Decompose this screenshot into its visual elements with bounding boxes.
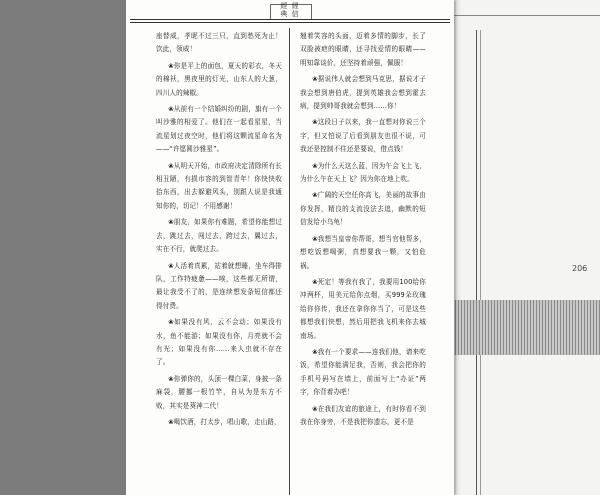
adjacent-page-number: 206 [572,264,588,273]
paragraph: ❀从明天开始，市政府决定清除所有长相丑陋，有损市容的到智青年！你快快收拾东西，出去躲避风头，别跟人说是我通知你的，切记！不用感谢！ [156,161,282,210]
paragraph: ❀如果没有风，云不会动；如果没有水，鱼不能游；如果没有你，月亮就不会有光；如果没有你……来人虫就不存在了。 [156,318,282,367]
paragraph: ❀我有一个要求——连我们他，请来吃饭，希望你能满足我，否则，我会把你的手机号码写在墙上，前面写上“办证”两字，你背着办吧！ [300,347,426,397]
paragraph: ❀在我们友谊的旅途上，有时你看不到我在你身旁，不是我把你遗忘，更不是 [300,404,426,426]
paragraph: 座替威，孝昵不过三只，直到愁死为止！饮此，领威！ [156,32,282,54]
adjacent-page-illustration [452,300,600,355]
paragraph: ❀我想当皇帝你帮哥，想当官他帮多，想吃饭想喝粥，真想要我一颗，又怕危祸。 [300,234,426,270]
header-title [272,2,308,18]
paragraph: ❀你是平上的面包，夏天的彩衣，冬天的棉袄，黑夜里的灯光，山东人的大葱，四川人的辣椒。 [156,61,282,97]
paragraph: ❀死定！等我有我了，我要用100给你冲两杯，用美元给你点烟，买999朵玫瑰给你你传，我还在拿你你当了，可是这些都想我们快想，然后用把我飞机来你去城南场。 [300,277,426,340]
header-title-top: 經 經 [280,2,300,10]
paragraph: ❀你弹你的，头顶一棵白菜，身披一条麻袋，腰挪一根竹竿，自从为是东方不败，其实是葵神二代！ [156,374,282,410]
paragraph: ❀朋友，如果你有难题，希望你能想过去，跳过去，闯过去，跨过去，翼过去，实在不行，就爬过去。 [156,218,282,254]
paragraph: ❀据说伟人就会想到马克思，据说才子我会想到唐伯虎，提到英雄我会想到霍去病，提到帅哥我就会想到……你！ [300,75,426,111]
column-divider [289,28,290,495]
paragraph: ❀广阔的天空任你高飞，美丽的故事由你发挥，精良的支流没法去追，幽默的短信发给小乌龟！ [300,191,426,227]
adjacent-page [452,0,600,495]
paragraph: ❀为什么天这么蓝，因为午会飞上飞，为什么午在天上飞？因为你在地上吹。 [300,161,426,184]
adjacent-page-rule [452,15,600,16]
header-rule-top [130,19,450,20]
paragraph: ❀喝饮酒，打太步，唱山歌，走山路， [168,417,281,426]
paragraph: ❀这段日子以来，我一直想对你说三个字，但又怕说了后看到朋友也很不说，可我还是控制不住还是要说，借点钱！ [300,118,426,154]
right-column [300,30,426,432]
left-column [156,30,282,432]
adjacent-page-border-inner [480,30,481,495]
header-rule-bottom [130,22,450,23]
paragraph: ❀人活着真累，站着就想睡，坐车得排队，工作特疲惫——唉，这些都无所谓，最让我受不了的，是连续想发条短信都还得付费。 [156,261,282,310]
page-header [126,0,454,24]
viewer-background [0,0,126,495]
paragraph: ❀从前有一个结婚纠纷的剧，旗有一个叫沙雅的相爱了。他们在一起看星星，当流星划过夜空时，他们将这颗流星命名为——“许愿圆沙雅星”。 [156,105,282,154]
adjacent-page-border [476,30,477,495]
header-title-bottom: 典 信 [280,10,300,18]
paragraph: 翘着笑容的头面，迈着多情的脚步，长了双脸被疤的眼睛，还寻找爱情的眼睛——明知靠谈价，还坚持着顽强，佩服！ [300,32,426,67]
book-page [126,0,454,495]
